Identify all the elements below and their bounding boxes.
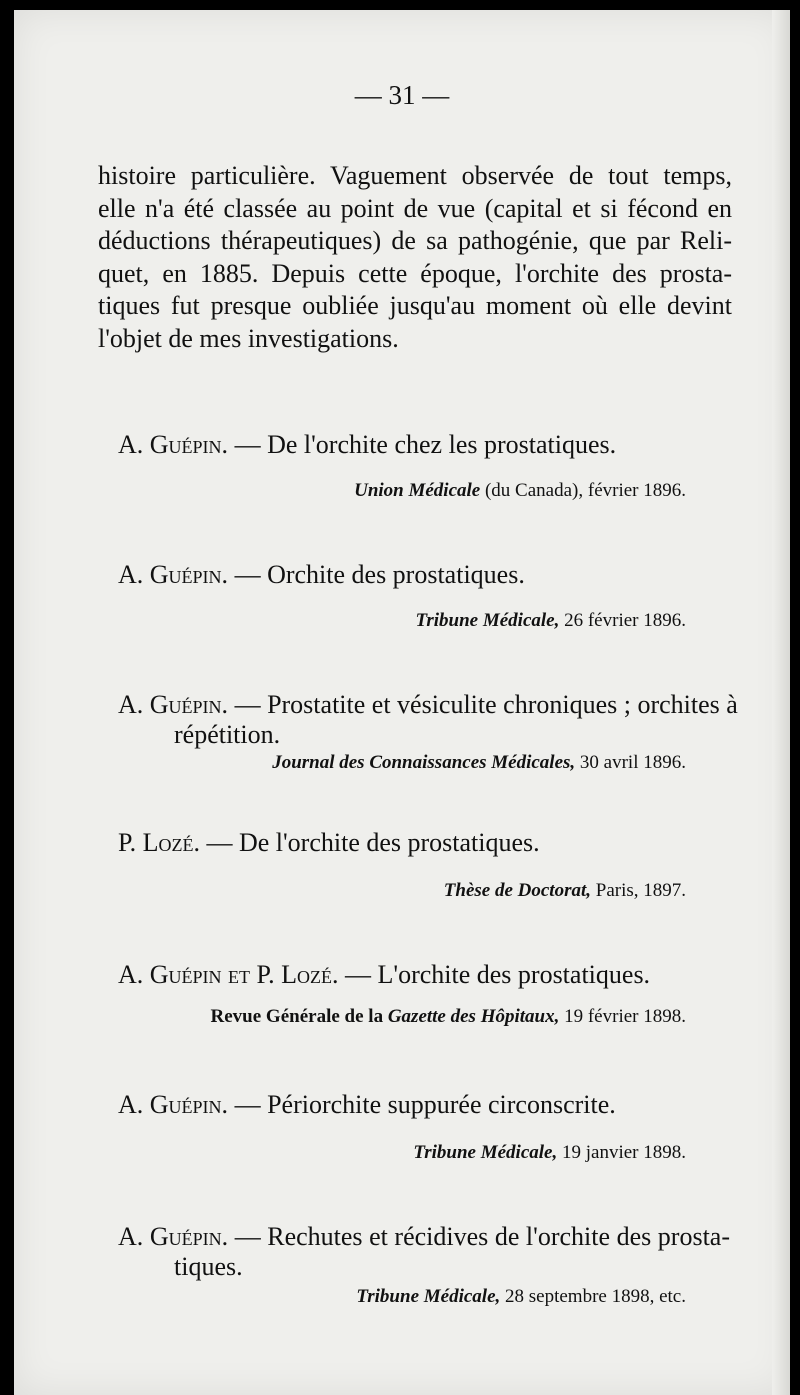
source-prefix: Revue Générale de la — [210, 1006, 388, 1027]
source-journal: Union Médicale — [354, 480, 481, 501]
intro-line: tiques fut presque oubliée jusqu'au moment où elle devint — [98, 291, 732, 321]
reference-author: A. Guépin. — [118, 1222, 229, 1251]
source-details: 26 février 1896. — [559, 610, 686, 631]
intro-line: déductions thérapeutiques) de sa pathogénie, que par Reli- — [98, 226, 732, 256]
reference-author: A. Guépin. — [118, 430, 229, 459]
reference-author: P. Lozé. — [118, 828, 200, 857]
source-details: 30 avril 1896. — [575, 752, 686, 773]
source-journal: Tribune Médicale, — [356, 1286, 501, 1307]
source-journal: Tribune Médicale, — [413, 1142, 558, 1163]
source-journal: Thèse de Doctorat, — [443, 880, 591, 901]
source-journal: Tribune Médicale, — [415, 610, 560, 631]
intro-line: l'objet de mes investigations. — [98, 323, 399, 353]
page-edge-shadow — [772, 10, 790, 1395]
intro-line: elle n'a été classée au point de vue (capital et si fécond en — [98, 193, 732, 223]
reference-source — [211, 1006, 686, 1028]
document-page — [14, 10, 790, 1395]
reference-source — [444, 880, 686, 902]
reference-author: A. Guépin. — [118, 1090, 229, 1119]
reference-heading — [118, 1090, 616, 1120]
intro-line: histoire particulière. Vaguement observée de tout temps, — [98, 161, 732, 190]
reference-source — [356, 1286, 686, 1308]
reference-title-continued: répétition. — [174, 720, 281, 749]
source-details: (du Canada), février 1896. — [480, 480, 686, 501]
reference-source — [354, 480, 686, 502]
reference-author: A. Guépin et P. Lozé. — [118, 960, 339, 989]
source-details: 28 septembre 1898, etc. — [500, 1286, 686, 1307]
reference-source — [415, 610, 686, 632]
reference-title: — Orchite des prostatiques. — [234, 560, 525, 589]
reference-author: A. Guépin. — [118, 560, 229, 589]
page-number: — 31 — — [354, 80, 450, 110]
reference-title: — Prostatite et vésiculite chroniques ; orchites à — [234, 690, 738, 719]
reference-source — [272, 752, 686, 774]
reference-source — [413, 1142, 686, 1164]
reference-heading — [118, 690, 738, 720]
reference-title: — L'orchite des prostatiques. — [345, 960, 651, 989]
intro-line: quet, en 1885. Depuis cette époque, l'orchite des prosta- — [98, 258, 732, 288]
source-details: 19 janvier 1898. — [557, 1142, 686, 1163]
reference-heading — [118, 560, 525, 590]
source-journal: Journal des Connaissances Médicales, — [272, 752, 576, 773]
reference-title: — Rechutes et récidives de l'orchite des prosta- — [234, 1222, 731, 1251]
reference-title-continued: tiques. — [174, 1252, 243, 1281]
source-details: Paris, 1897. — [591, 880, 686, 901]
reference-heading — [118, 960, 650, 990]
reference-title: — De l'orchite des prostatiques. — [206, 828, 540, 857]
reference-title: — Périorchite suppurée circonscrite. — [234, 1090, 616, 1119]
reference-author: A. Guépin. — [118, 690, 229, 719]
reference-heading — [118, 430, 616, 460]
reference-title: — De l'orchite chez les prostatiques. — [234, 430, 617, 459]
reference-heading — [118, 1222, 730, 1252]
source-details: 19 février 1898. — [559, 1006, 686, 1027]
source-journal: Gazette des Hôpitaux, — [387, 1006, 560, 1027]
reference-heading — [118, 828, 540, 858]
intro-paragraph — [98, 160, 732, 356]
